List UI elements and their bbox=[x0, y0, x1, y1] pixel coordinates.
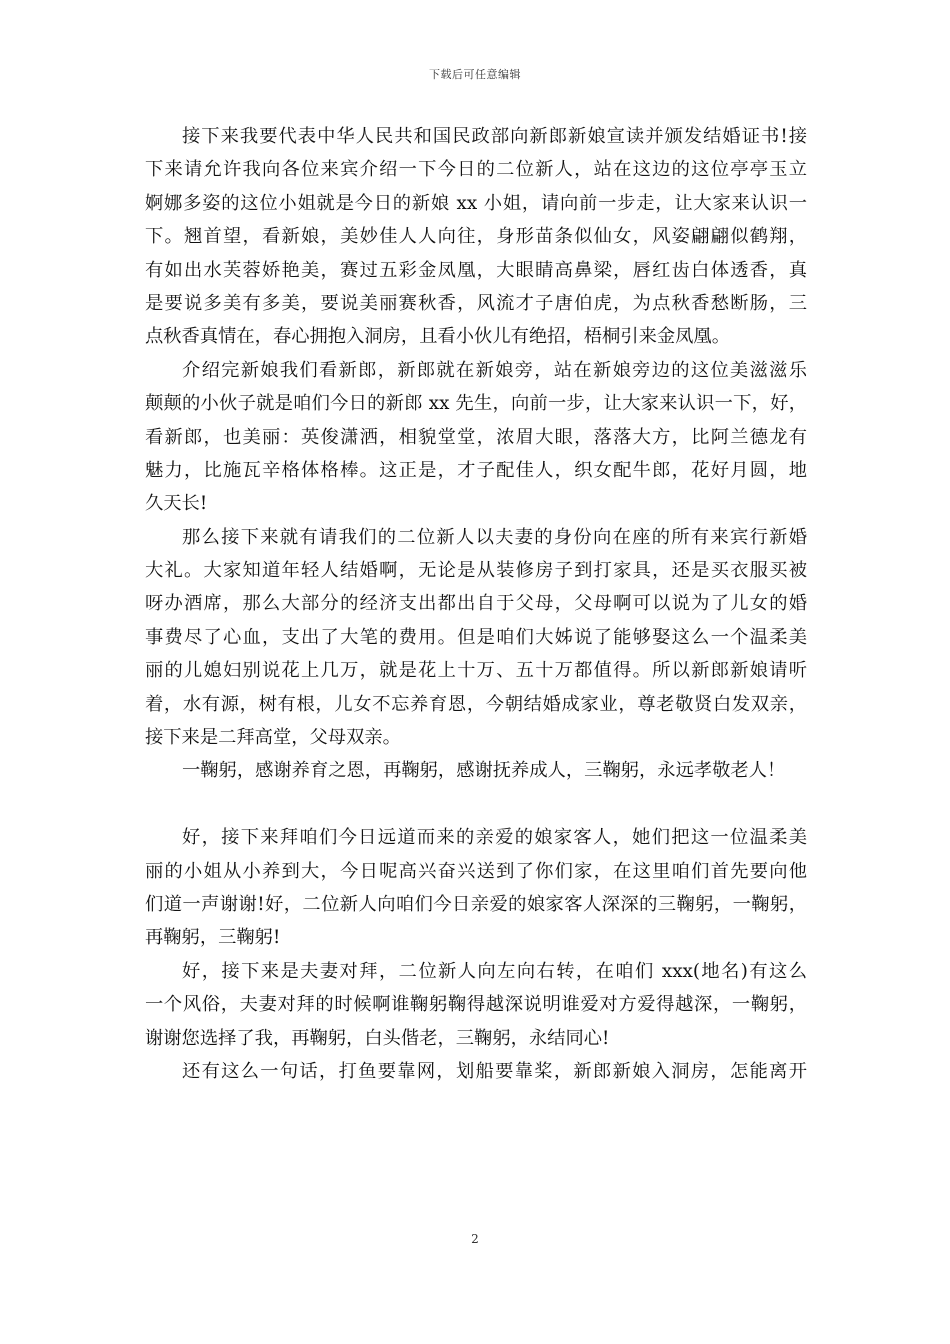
paragraph-line: 那么接下来就有请我们的二位新人以夫妻的身份向在座的所有来宾行新婚 bbox=[182, 526, 807, 548]
page-number: 2 bbox=[471, 1232, 479, 1246]
paragraph-line: 魅力，比施瓦辛格体格棒。这正是，才子配佳人，织女配牛郎，花好月圆，地 bbox=[145, 459, 807, 481]
paragraph-line: 大礼。大家知道年轻人结婚啊，无论是从装修房子到打家具，还是买衣服买被 bbox=[145, 560, 807, 582]
paragraph-line: 们道一声谢谢!好，二位新人向咱们今日亲爱的娘家客人深深的三鞠躬，一鞠躬， bbox=[145, 893, 807, 915]
paragraph-line: 有如出水芙蓉娇艳美，赛过五彩金凤凰，大眼睛高鼻梁，唇红齿白体透香，真 bbox=[145, 259, 807, 281]
paragraph-line: 下。翘首望，看新娘，美妙佳人人向往，身形苗条似仙女，风姿翩翩似鹤翔， bbox=[145, 226, 807, 248]
paragraph-line: 接下来我要代表中华人民共和国民政部向新郎新娘宣读并颁发结婚证书!接 bbox=[182, 126, 807, 147]
paragraph-line: 婀娜多姿的这位小姐就是今日的新娘 xx 小姐，请向前一步走，让大家来认识一 bbox=[145, 192, 807, 214]
paragraph-line: 还有这么一句话，打鱼要靠网，划船要靠桨，新郎新娘入洞房，怎能离开 bbox=[182, 1060, 807, 1082]
paragraph-line: 久天长! bbox=[145, 493, 208, 515]
paragraph-line: 接下来是二拜高堂，父母双亲。 bbox=[145, 727, 401, 749]
paragraph-line: 一个风俗，夫妻对拜的时候啊谁鞠躬鞠得越深说明谁爱对方爱得越深，一鞠躬， bbox=[145, 994, 807, 1016]
paragraph-line: 好，接下来是夫妻对拜，二位新人向左向右转，在咱们 xxx(地名)有这么 bbox=[182, 960, 807, 982]
paragraph-line: 谢谢您选择了我，再鞠躬，白头偕老，三鞠躬，永结同心! bbox=[145, 1027, 610, 1049]
paragraph-line: 事费尽了心血，支出了大笔的费用。但是咱们大姊说了能够娶这么一个温柔美 bbox=[145, 626, 807, 648]
paragraph-line: 颠颠的小伙子就是咱们今日的新郎 xx 先生，向前一步，让大家来认识一下，好， bbox=[145, 393, 807, 415]
document-body bbox=[145, 120, 807, 1088]
blank-line bbox=[145, 788, 807, 821]
paragraph-line: 一鞠躬，感谢养育之恩，再鞠躬，感谢抚养成人，三鞠躬，永远孝敬老人！ bbox=[182, 760, 786, 782]
paragraph-line: 着，水有源，树有根，儿女不忘养育恩，今朝结婚成家业，尊老敬贤白发双亲， bbox=[145, 693, 807, 715]
paragraph-line: 丽的小姐从小养到大，今日呢高兴奋兴送到了你们家，在这里咱们首先要向他 bbox=[145, 860, 807, 882]
paragraph-line: 呀办酒席，那么大部分的经济支出都出自于父母，父母啊可以说为了儿女的婚 bbox=[145, 593, 807, 615]
paragraph-line: 介绍完新娘我们看新郎，新郎就在新娘旁，站在新娘旁边的这位美滋滋乐 bbox=[182, 359, 807, 381]
paragraph-line: 丽的儿媳妇别说花上几万，就是花上十万、五十万都值得。所以新郎新娘请听 bbox=[145, 660, 807, 682]
paragraph-line: 是要说多美有多美，要说美丽赛秋香，风流才子唐伯虎，为点秋香愁断肠，三 bbox=[145, 292, 807, 314]
paragraph-line: 看新郎，也美丽：英俊潇洒，相貌堂堂，浓眉大眼，落落大方，比阿兰德龙有 bbox=[145, 426, 807, 448]
paragraph-line: 再鞠躬，三鞠躬! bbox=[145, 927, 281, 949]
paragraph-line: 好，接下来拜咱们今日远道而来的亲爱的娘家客人，她们把这一位温柔美 bbox=[182, 827, 807, 849]
paragraph-line: 下来请允许我向各位来宾介绍一下今日的二位新人，站在这边的这位亭亭玉立 bbox=[145, 159, 807, 181]
page-header: 下载后可任意编辑 bbox=[429, 68, 521, 81]
paragraph-line: 点秋香真情在，春心拥抱入洞房，且看小伙儿有绝招，梧桐引来金凤凰。 bbox=[145, 326, 730, 348]
